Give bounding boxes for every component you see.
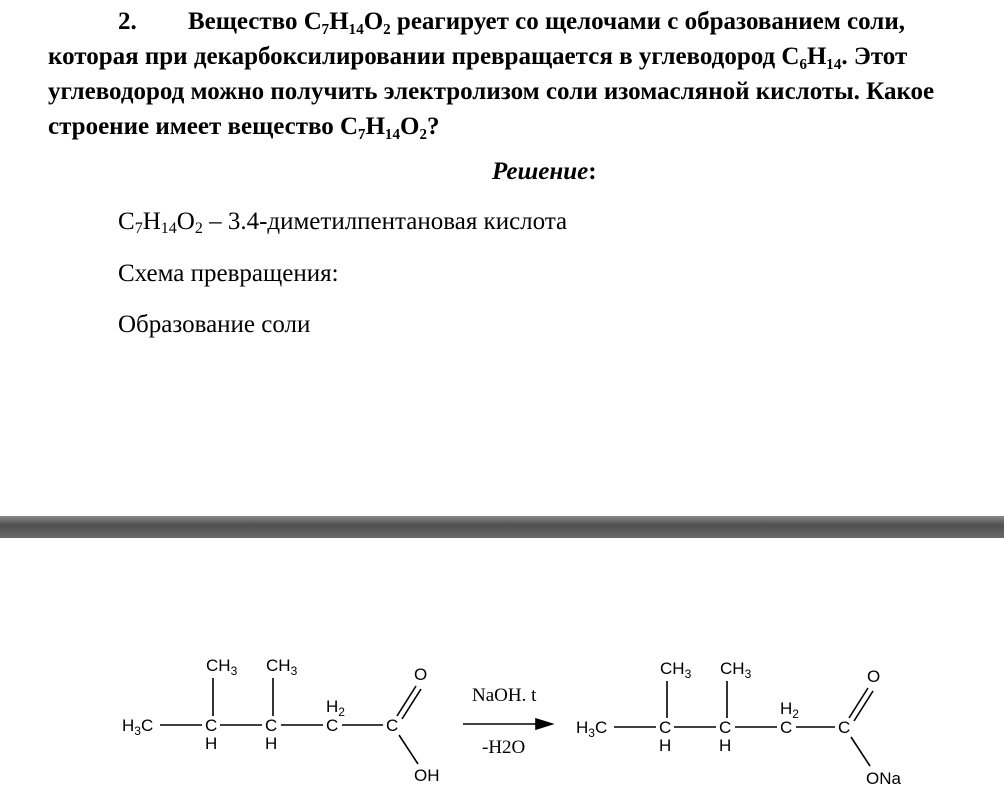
product-h2-label: $H_2$ xyxy=(780,699,799,721)
product-c1: C xyxy=(659,718,672,737)
reactant-c2: C xyxy=(265,716,278,735)
answer-text: – 3.4-диметилпентановая кислота xyxy=(202,208,568,235)
product-h3c: $H_3C$ xyxy=(576,718,608,740)
salt-label: Образование соли xyxy=(118,311,311,338)
product-c2: C xyxy=(719,718,732,737)
product-h1: H xyxy=(659,736,672,755)
reactant-ch3-a: $CH_3$ xyxy=(206,656,238,678)
reactant-c1: C xyxy=(205,716,218,735)
formula-h-sub: 14 xyxy=(160,220,177,237)
answer-line xyxy=(118,208,567,236)
reactant-c4: C xyxy=(386,716,399,735)
solution-title: Решение xyxy=(492,158,589,185)
product-ch3-a: $CH_3$ xyxy=(660,659,692,681)
formula-o: O xyxy=(176,208,195,235)
reactant-bond xyxy=(399,735,418,764)
page-divider xyxy=(0,516,1004,538)
reactant-o: O xyxy=(414,665,428,684)
product-bond xyxy=(849,688,868,718)
formula-o-sub: 2 xyxy=(194,220,203,237)
reactant-h2: H xyxy=(265,734,278,753)
scheme-label: Схема превращения: xyxy=(118,260,339,287)
formula-c: C xyxy=(118,208,135,235)
reactant-bond xyxy=(397,686,416,716)
reactant-h1: H xyxy=(205,734,218,753)
reactant-ch3-b: $CH_3$ xyxy=(266,656,298,678)
product-h2: H xyxy=(719,736,732,755)
product-bond xyxy=(854,691,873,721)
product-structure xyxy=(576,659,902,788)
reactant-oh: OH xyxy=(414,766,440,785)
reactant-h3c: $H_3C$ xyxy=(122,716,154,738)
arrow-conditions-top: NaOH. t xyxy=(472,685,537,706)
product-c4: C xyxy=(838,718,851,737)
problem-statement xyxy=(48,4,958,144)
reactant-bond xyxy=(402,689,421,719)
formula-c-sub: 7 xyxy=(134,220,143,237)
product-c3: C xyxy=(780,718,793,737)
reaction-arrow xyxy=(463,685,552,758)
solution-colon: : xyxy=(588,158,597,185)
product-bond xyxy=(851,737,870,766)
product-ona: ONa xyxy=(866,769,901,788)
product-ch3-b: $CH_3$ xyxy=(720,659,752,681)
product-o: O xyxy=(867,667,881,686)
reactant-c3: C xyxy=(326,716,339,735)
reactant-structure xyxy=(122,656,440,785)
formula-h: H xyxy=(142,208,161,235)
reactant-h2-label: $H_2$ xyxy=(326,697,345,719)
problem-text: Вещество C₇H₁₄O₂ реагирует со щелочами с образованием соли, которая при декарбоксилировании превращается в углеводород C₆H₁₄. Этот углеводород можно получить электролизом соли изомасляной кислоты. Какое строение имеет вещество C₇H₁₄O₂? xyxy=(48,8,935,140)
arrow-conditions-bottom: -H2O xyxy=(482,737,526,758)
solution-heading xyxy=(492,158,597,186)
arrow-head xyxy=(536,719,552,729)
problem-number: 2. xyxy=(118,8,137,35)
